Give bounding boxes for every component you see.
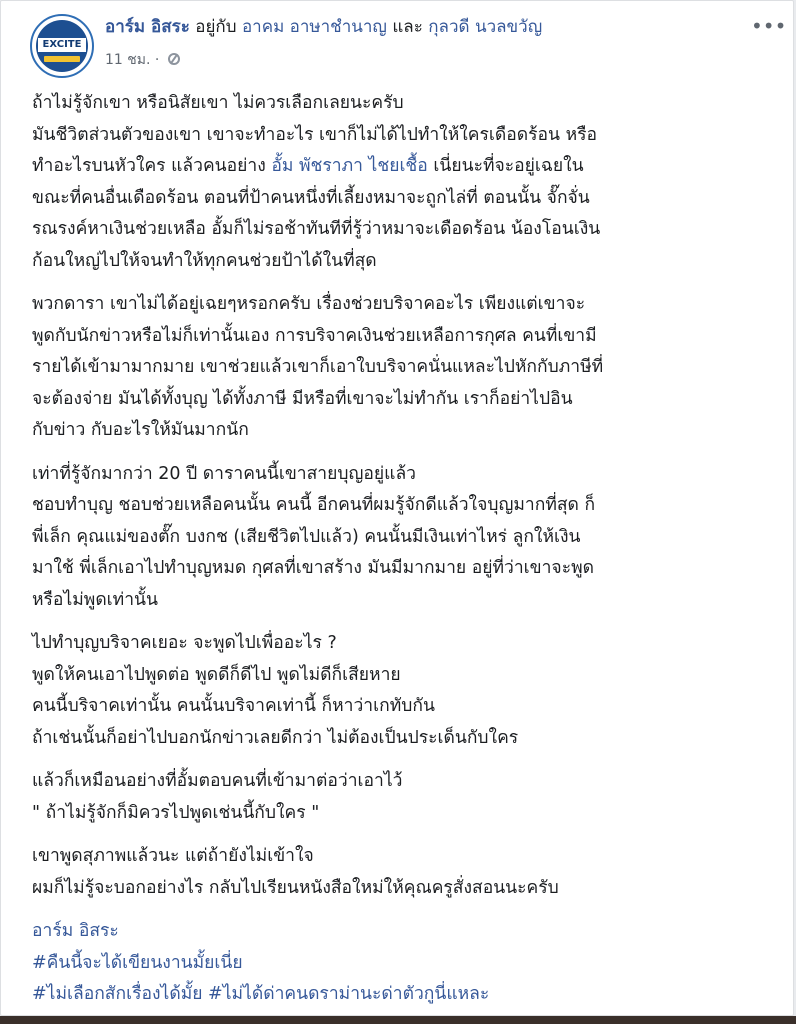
post-line: ก้อนใหญ่ไปให้จนทำให้ทุกคนช่วยป้าได้ในที่สุด <box>32 250 377 271</box>
post-footer <box>32 916 777 1011</box>
and-text: และ <box>392 17 423 37</box>
attached-image-preview[interactable] <box>0 1016 796 1024</box>
post-line: พูดกับนักข่าวหรือไม่ก็เท่านั้นเอง การบริจาคเงินช่วยเหลือการกุศล คนที่เขามี <box>32 325 597 346</box>
post-line: ถ้าไม่รู้จักเขา หรือนิสัยเขา ไม่ควรเลือกเลยนะครับ <box>32 93 404 113</box>
post-line: ชอบทำบุญ ชอบช่วยเหลือคนนั้น คนนี้ อีกคนที่ผมรู้จักดีแล้วใจบุญมากที่สุด ก็ <box>32 495 596 515</box>
avatar-logo-text: EXCITE <box>38 38 86 52</box>
post-paragraph <box>32 766 777 829</box>
post-line: มาใช้ พี่เล็กเอาไปทำบุญหมด กุศลที่เขาสร้าง มันมีมากมาย อยู่ที่ว่าเขาจะพูด <box>32 558 594 578</box>
post-line: หรือไม่พูดเท่านั้น <box>32 589 158 610</box>
post-line: ไปทำบุญบริจาคเยอะ จะพูดไปเพื่ออะไร ? <box>32 633 337 653</box>
globe-icon[interactable] <box>168 53 180 65</box>
post-line: พี่เล็ก คุณแม่ของตั๊ก บงกช (เสียชีวิตไปแล้ว) คนนั้นมีเงินเท่าไหร่ ลูกให้เงิน <box>32 526 581 547</box>
post-paragraph <box>32 289 777 447</box>
post-line <box>32 151 777 183</box>
post-line: แล้วก็เหมือนอย่างที่อั้มตอบคนที่เข้ามาต่อว่าเอาไว้ <box>32 771 403 791</box>
hashtag-link[interactable]: #คืนนี้จะได้เขียนงานมั้ยเนี่ย <box>32 952 243 973</box>
avatar-logo-bar <box>44 56 80 62</box>
post-line: รายได้เข้ามามากมาย เขาช่วยแล้วเขาก็เอาใบบริจาคนั่นแหละไปหักกับภาษีที่ <box>32 357 604 377</box>
hashtag-link[interactable]: #ไม่เลือกสักเรื่องได้มั้ย #ไม่ได้ด่าคนดราม่านะด่าตัวกูนี่แหละ <box>32 984 490 1004</box>
post-header <box>105 13 542 41</box>
author-name[interactable]: อาร์ม อิสระ <box>105 17 190 37</box>
post-paragraph <box>32 88 777 277</box>
post-line: ถ้าเช่นนั้นก็อย่าไปบอกนักข่าวเลยดีกว่า ไม่ต้องเป็นประเด็นกับใคร <box>32 727 519 748</box>
post-line: จะต้องจ่าย มันได้ทั้งบุญ ได้ทั้งภาษี มีหรือที่เขาจะไม่ทำกัน เราก็อย่าไปอิน <box>32 388 573 409</box>
post-line: กับข่าว กับอะไรให้มันมากนัก <box>32 420 249 440</box>
post-line-text: เนี่ยนะที่จะอยู่เฉยใน <box>433 156 584 176</box>
post-line: รณรงค์หาเงินช่วยเหลือ อั้มก็ไม่รอช้าทันทีที่รู้ว่าหมาจะเดือดร้อน น้องโอนเงิน <box>32 219 601 239</box>
post-line: พวกดารา เขาไม่ได้อยู่เฉยๆหรอกครับ เรื่องช่วยบริจาคอะไร เพียงแต่เขาจะ <box>32 294 586 314</box>
post-meta <box>105 49 180 71</box>
signature-link[interactable]: อาร์ม อิสระ <box>32 921 119 941</box>
post-line: เขาพูดสุภาพแล้วนะ แต่ถ้ายังไม่เข้าใจ <box>32 846 314 866</box>
post-line: เท่าที่รู้จักมากว่า 20 ปี ดาราคนนี้เขาสายบุญอยู่แล้ว <box>32 463 417 484</box>
post-line-text: ทำอะไรบนหัวใคร แล้วคนอย่าง <box>32 156 266 176</box>
ellipsis-icon[interactable]: ••• <box>751 14 787 38</box>
with-text: อยู่กับ <box>195 17 237 37</box>
post-line: " ถ้าไม่รู้จักก็มิควรไปพูดเช่นนี้กับใคร " <box>32 802 320 823</box>
post-line: มันชีวิตส่วนตัวของเขา เขาจะทำอะไร เขาก็ไม่ได้ไปทำให้ใครเดือดร้อน หรือ <box>32 124 598 145</box>
mention-link[interactable]: อั้ม พัชราภา ไชยเชื้อ <box>271 156 428 176</box>
post-paragraph <box>32 628 777 754</box>
post-paragraph <box>32 459 777 617</box>
post-paragraph <box>32 841 777 904</box>
post-line: ผมก็ไม่รู้จะบอกอย่างไร กลับไปเรียนหนังสือใหม่ให้คุณครูสั่งสอนนะครับ <box>32 877 559 898</box>
avatar[interactable] <box>30 14 94 78</box>
post-timestamp[interactable]: 11 ชม. <box>105 52 151 68</box>
tagged-person-2[interactable]: กุลวดี นวลขวัญ <box>428 17 543 37</box>
post-body <box>32 88 777 1011</box>
meta-separator: · <box>154 52 160 68</box>
post-line: พูดให้คนเอาไปพูดต่อ พูดดีก็ดีไป พูดไม่ดีก็เสียหาย <box>32 664 401 685</box>
post-line: ขณะที่คนอื่นเดือดร้อน ตอนที่ป้าคนหนึ่งที่เลี้ยงหมาจะถูกไล่ที่ ตอนนั้น จั๊กจั่น <box>32 187 590 208</box>
post-line: คนนี้บริจาคเท่านั้น คนนั้นบริจาคเท่านี้ ก็หาว่าเกทับกัน <box>32 696 435 716</box>
tagged-person-1[interactable]: อาคม อาษาชำนาญ <box>241 17 387 37</box>
